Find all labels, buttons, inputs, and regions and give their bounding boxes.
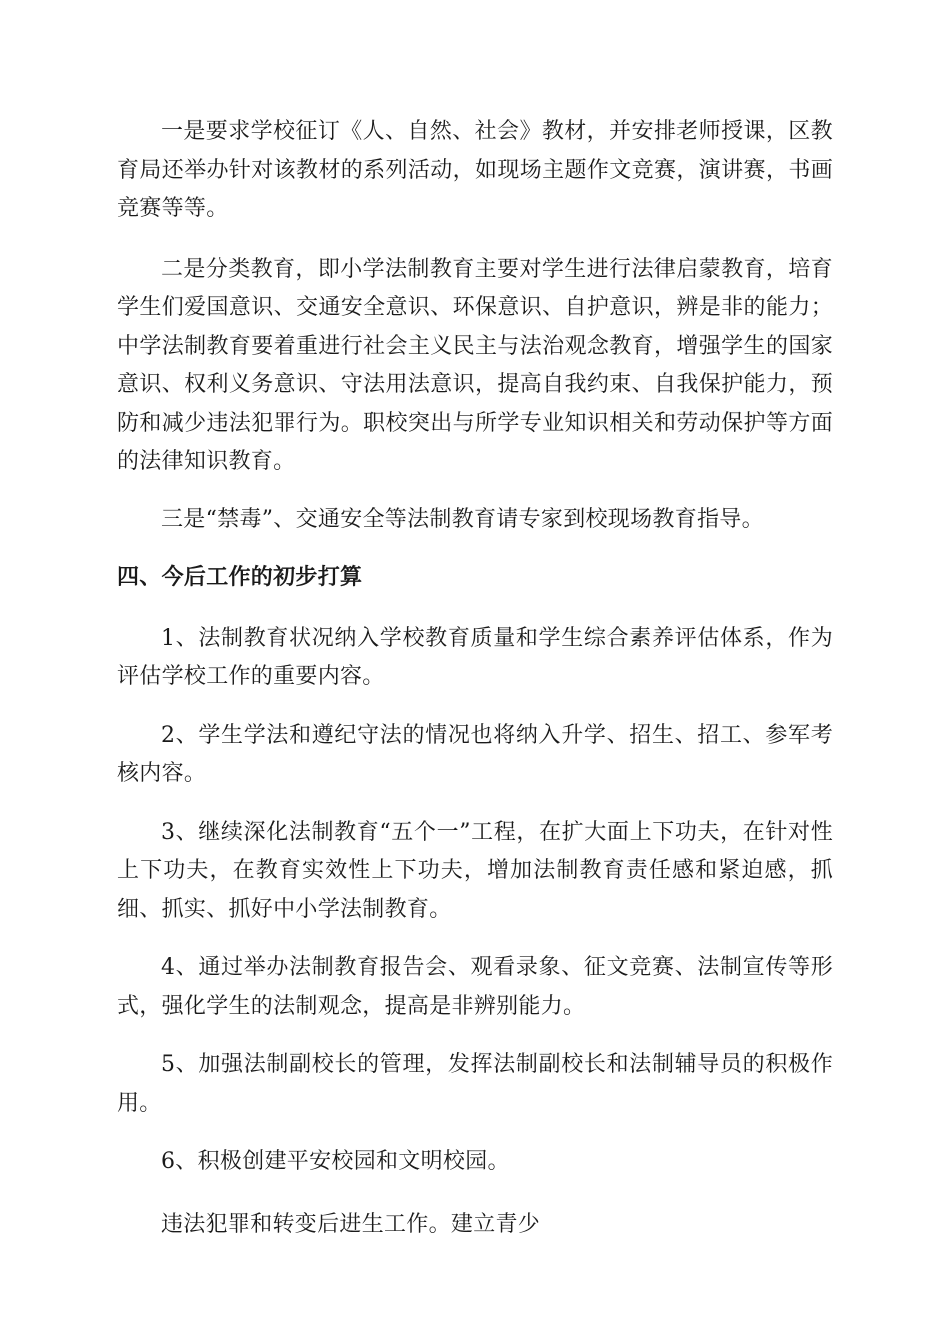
paragraph-trailing-fragment: 违法犯罪和转变后进生工作。建立青少 (161, 1211, 541, 1237)
section-heading-future-plans: 四、今后工作的初步打算 (117, 565, 363, 590)
paragraph-expert-guidance: 三是“禁毒”、交通安全等法制教育请专家到校现场教育指导。 (161, 506, 764, 532)
plan-item-5: 5、加强法制副校长的管理，发挥法制副校长和法制辅导员的积极作用。 (117, 1052, 833, 1116)
plan-item-6: 6、积极创建平安校园和文明校园。 (161, 1149, 510, 1174)
document-body (117, 113, 833, 1244)
plan-item-1: 1、法制教育状况纳入学校教育质量和学生综合素养评估体系，作为评估学校工作的重要内容。 (117, 625, 833, 689)
plan-item-3: 3、继续深化法制教育“五个一”工程，在扩大面上下功夫，在针对性上下功夫，在教育实效性上下功夫，增加法制教育责任感和紧迫感，抓细、抓实、抓好中小学法制教育。 (117, 819, 833, 922)
paragraph-classified-education: 二是分类教育，即小学法制教育主要对学生进行法律启蒙教育，培育学生们爱国意识、交通安全意识、环保意识、自护意识，辨是非的能力；中学法制教育要着重进行社会主义民主与法治观念教育，增强学生的国家意识、权利义务意识、守法用法意识，提高自我约束、自我保护能力，预防和减少违法犯罪行为。职校突出与所学专业知识相关和劳动保护等方面的法律知识教育。 (117, 256, 833, 474)
plan-item-4: 4、通过举办法制教育报告会、观看录象、征文竞赛、法制宣传等形式，强化学生的法制观念，提高是非辨别能力。 (117, 955, 833, 1019)
paragraph-textbook-activities: 一是要求学校征订《人、自然、社会》教材，并安排老师授课，区教育局还举办针对该教材的系列活动，如现场主题作文竞赛，演讲赛，书画竞赛等等。 (117, 119, 833, 221)
plan-item-2: 2、学生学法和遵纪守法的情况也将纳入升学、招生、招工、参军考核内容。 (117, 722, 833, 786)
